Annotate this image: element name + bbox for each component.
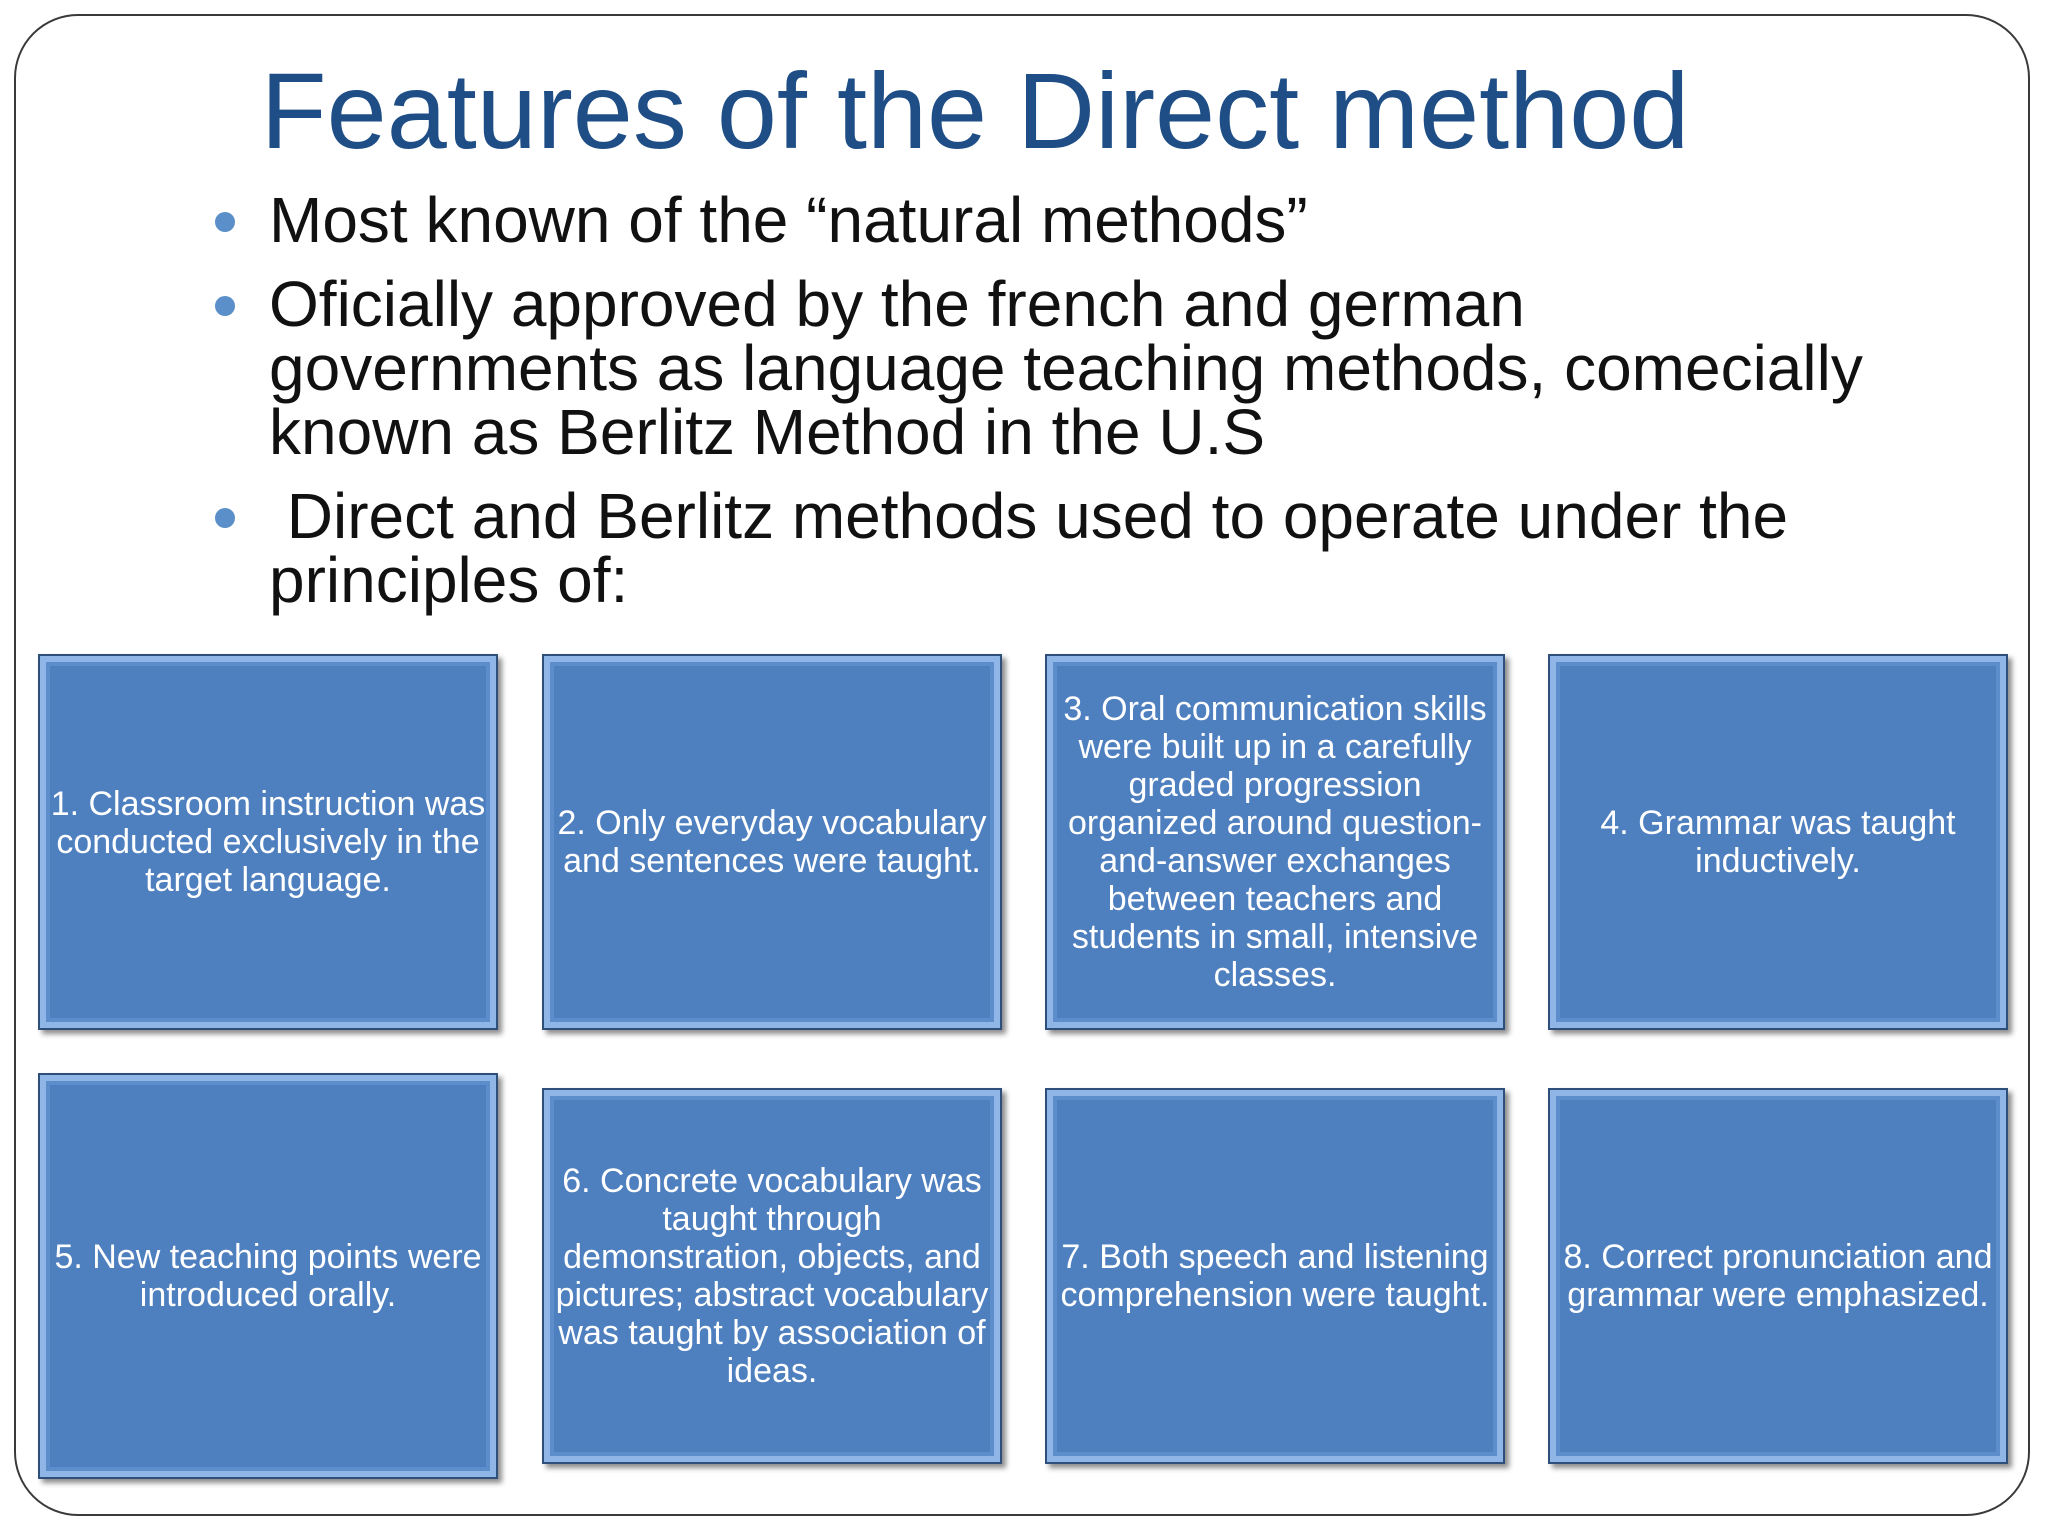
principle-text: 3. Oral communication skills were built up in a carefully graded progression organized around question-and-answer exchanges between teachers and students in small, intensive classes. <box>1063 690 1487 994</box>
principle-text: 5. New teaching points were introduced orally. <box>54 1238 482 1314</box>
principle-box-2 <box>542 654 1002 1030</box>
principle-text: 2. Only everyday vocabulary and sentences were taught. <box>557 804 987 880</box>
principle-text: 4. Grammar was taught inductively. <box>1600 804 1956 880</box>
principle-box-1 <box>38 654 498 1030</box>
bullet-text: Most known of the “natural methods” <box>269 184 1308 256</box>
principle-box-5 <box>38 1073 498 1479</box>
bullet-text: Direct and Berlitz methods used to operate under the principles of: <box>269 480 1806 616</box>
principle-text: 8. Correct pronunciation and grammar were emphasized. <box>1563 1238 1993 1314</box>
bullet-dot-icon <box>215 296 235 316</box>
bullet-dot-icon <box>215 508 235 528</box>
bullet-list <box>205 184 1905 632</box>
principle-text: 6. Concrete vocabulary was taught through demonstration, objects, and pictures; abstract vocabulary was taught by association of ideas. <box>555 1162 989 1390</box>
bullet-item <box>205 268 1905 468</box>
bullet-item <box>205 480 1905 616</box>
principle-box-6 <box>542 1088 1002 1464</box>
principle-box-8 <box>1548 1088 2008 1464</box>
principle-text: 1. Classroom instruction was conducted exclusively in the target language. <box>50 785 486 899</box>
principle-box-7 <box>1045 1088 1505 1464</box>
principle-text: 7. Both speech and listening comprehension were taught. <box>1060 1238 1490 1314</box>
bullet-dot-icon <box>215 212 235 232</box>
slide-title: Features of the Direct method <box>260 50 1690 171</box>
bullet-text: Oficially approved by the french and german governments as language teaching methods, comecially known as Berlitz Method in the U.S <box>269 268 1863 468</box>
bullet-item <box>205 184 1905 256</box>
principle-box-3 <box>1045 654 1505 1030</box>
principle-box-4 <box>1548 654 2008 1030</box>
